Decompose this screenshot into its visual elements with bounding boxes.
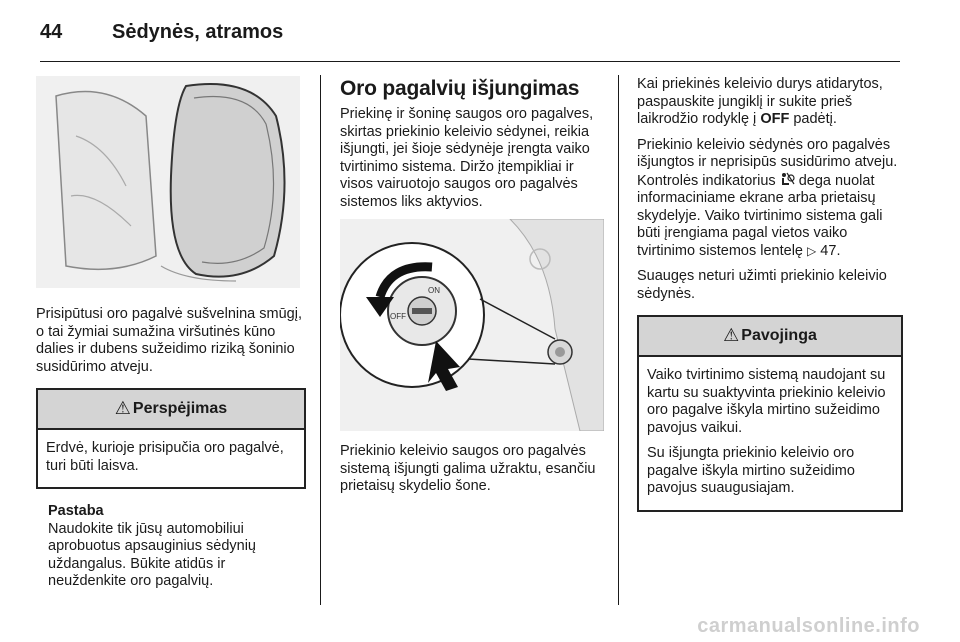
off-position-label: OFF: [760, 111, 790, 127]
danger-header: [639, 317, 901, 357]
page-reference-link[interactable]: 47: [820, 242, 837, 259]
note-block: [36, 503, 306, 591]
seat-airbag-figure: [36, 76, 300, 288]
switch-figure-caption: Priekinio keleivio saugos oro pagalvės sistemą išjungti galima užraktu, esančiu prietaisų skydelio šone.: [340, 443, 596, 494]
header-rule: [40, 61, 900, 62]
warning-header: [38, 390, 304, 430]
seat-airbag-illustration: [36, 76, 300, 288]
warning-box: [36, 388, 306, 489]
danger-triangle-icon: ⚠: [723, 325, 740, 346]
warning-body: [38, 430, 304, 487]
instruction-paragraph: Kai priekinės keleivio durys atidarytos, paspauskite jungiklį ir sukite prieš laikrodžio rodyklę į OFF padėtį.: [637, 76, 883, 127]
airbag-switch-figure: [340, 219, 604, 431]
danger-title: Pavojinga: [741, 327, 817, 345]
switch-off-label: OFF: [390, 312, 406, 321]
airbag-switch-illustration: [340, 219, 604, 431]
intro-paragraph: Priekinę ir šoninę saugos oro pagalves, skirtas priekinio keleivio sėdynei, reikia išjungti, jei šioje sėdynėje įrengta vaiko tvirtinimo sistema. Diržo įtempikliai ir visos vairuotojo saugos oro pagalvės sistemos liks aktyvios.: [340, 106, 594, 210]
column-left: [36, 76, 306, 591]
column-divider: [618, 75, 619, 605]
note-label: Pastaba: [48, 503, 104, 519]
column-divider: [320, 75, 321, 605]
page-number: 44: [40, 20, 63, 43]
warning-title: Perspėjimas: [132, 400, 228, 418]
watermark: carmanualsonline.info: [697, 615, 920, 637]
warning-text: Erdvė, kurioje prisipučia oro pagalvė, turi būti laisva.: [46, 440, 284, 474]
page-header: [40, 14, 283, 50]
section-heading: Oro pagalvių išjungimas: [340, 77, 580, 100]
warning-triangle-icon: ⚠: [114, 398, 131, 419]
status-paragraph: Priekinio keleivio sėdynės oro pagalvės išjungtos ir neprisipūs susidūrimo atveju. Kontrolės indikatorius dega nuolat informaciniame ekrane arba prietaisų skydelyje. Vaiko tvirtinimo sistema gali būti įrengiama pagal vietos vaiko tvirtinimo sistemos lentelę ▷ 47.: [637, 136, 898, 259]
figure-caption: Prisipūtusi oro pagalvė sušvelnina smūgį, o tai žymiai sumažina viršutinės kūno dalies ir dubens sužeidimo riziką šoninio susidūrimo atveju.: [36, 306, 302, 375]
column-middle: [340, 76, 605, 504]
danger-box: [637, 315, 903, 512]
note-text: Naudokite tik jūsų automobiliui aprobuotus apsauginius sėdynių uždangalus. Būkite atidūs ir neuždenkite oro pagalvių.: [48, 520, 256, 589]
danger-text-2: Su išjungta priekinio keleivio oro pagalve iškyla mirtino sužeidimo pavojus suaugusiajam.: [647, 445, 855, 496]
column-right: [637, 76, 903, 526]
page-reference-icon: ▷: [807, 243, 817, 258]
page-title: Sėdynės, atramos: [112, 20, 284, 43]
airbag-off-indicator-icon: [780, 172, 795, 187]
danger-text-1: Vaiko tvirtinimo sistemą naudojant su kartu su suaktyvinta priekinio keleivio oro pagalve iškyla mirtino sužeidimo pavojus vaikui.: [647, 367, 886, 436]
danger-body: [639, 357, 901, 510]
adult-warning-paragraph: Suaugęs neturi užimti priekinio keleivio sėdynės.: [637, 268, 887, 302]
switch-on-label: ON: [428, 286, 440, 295]
